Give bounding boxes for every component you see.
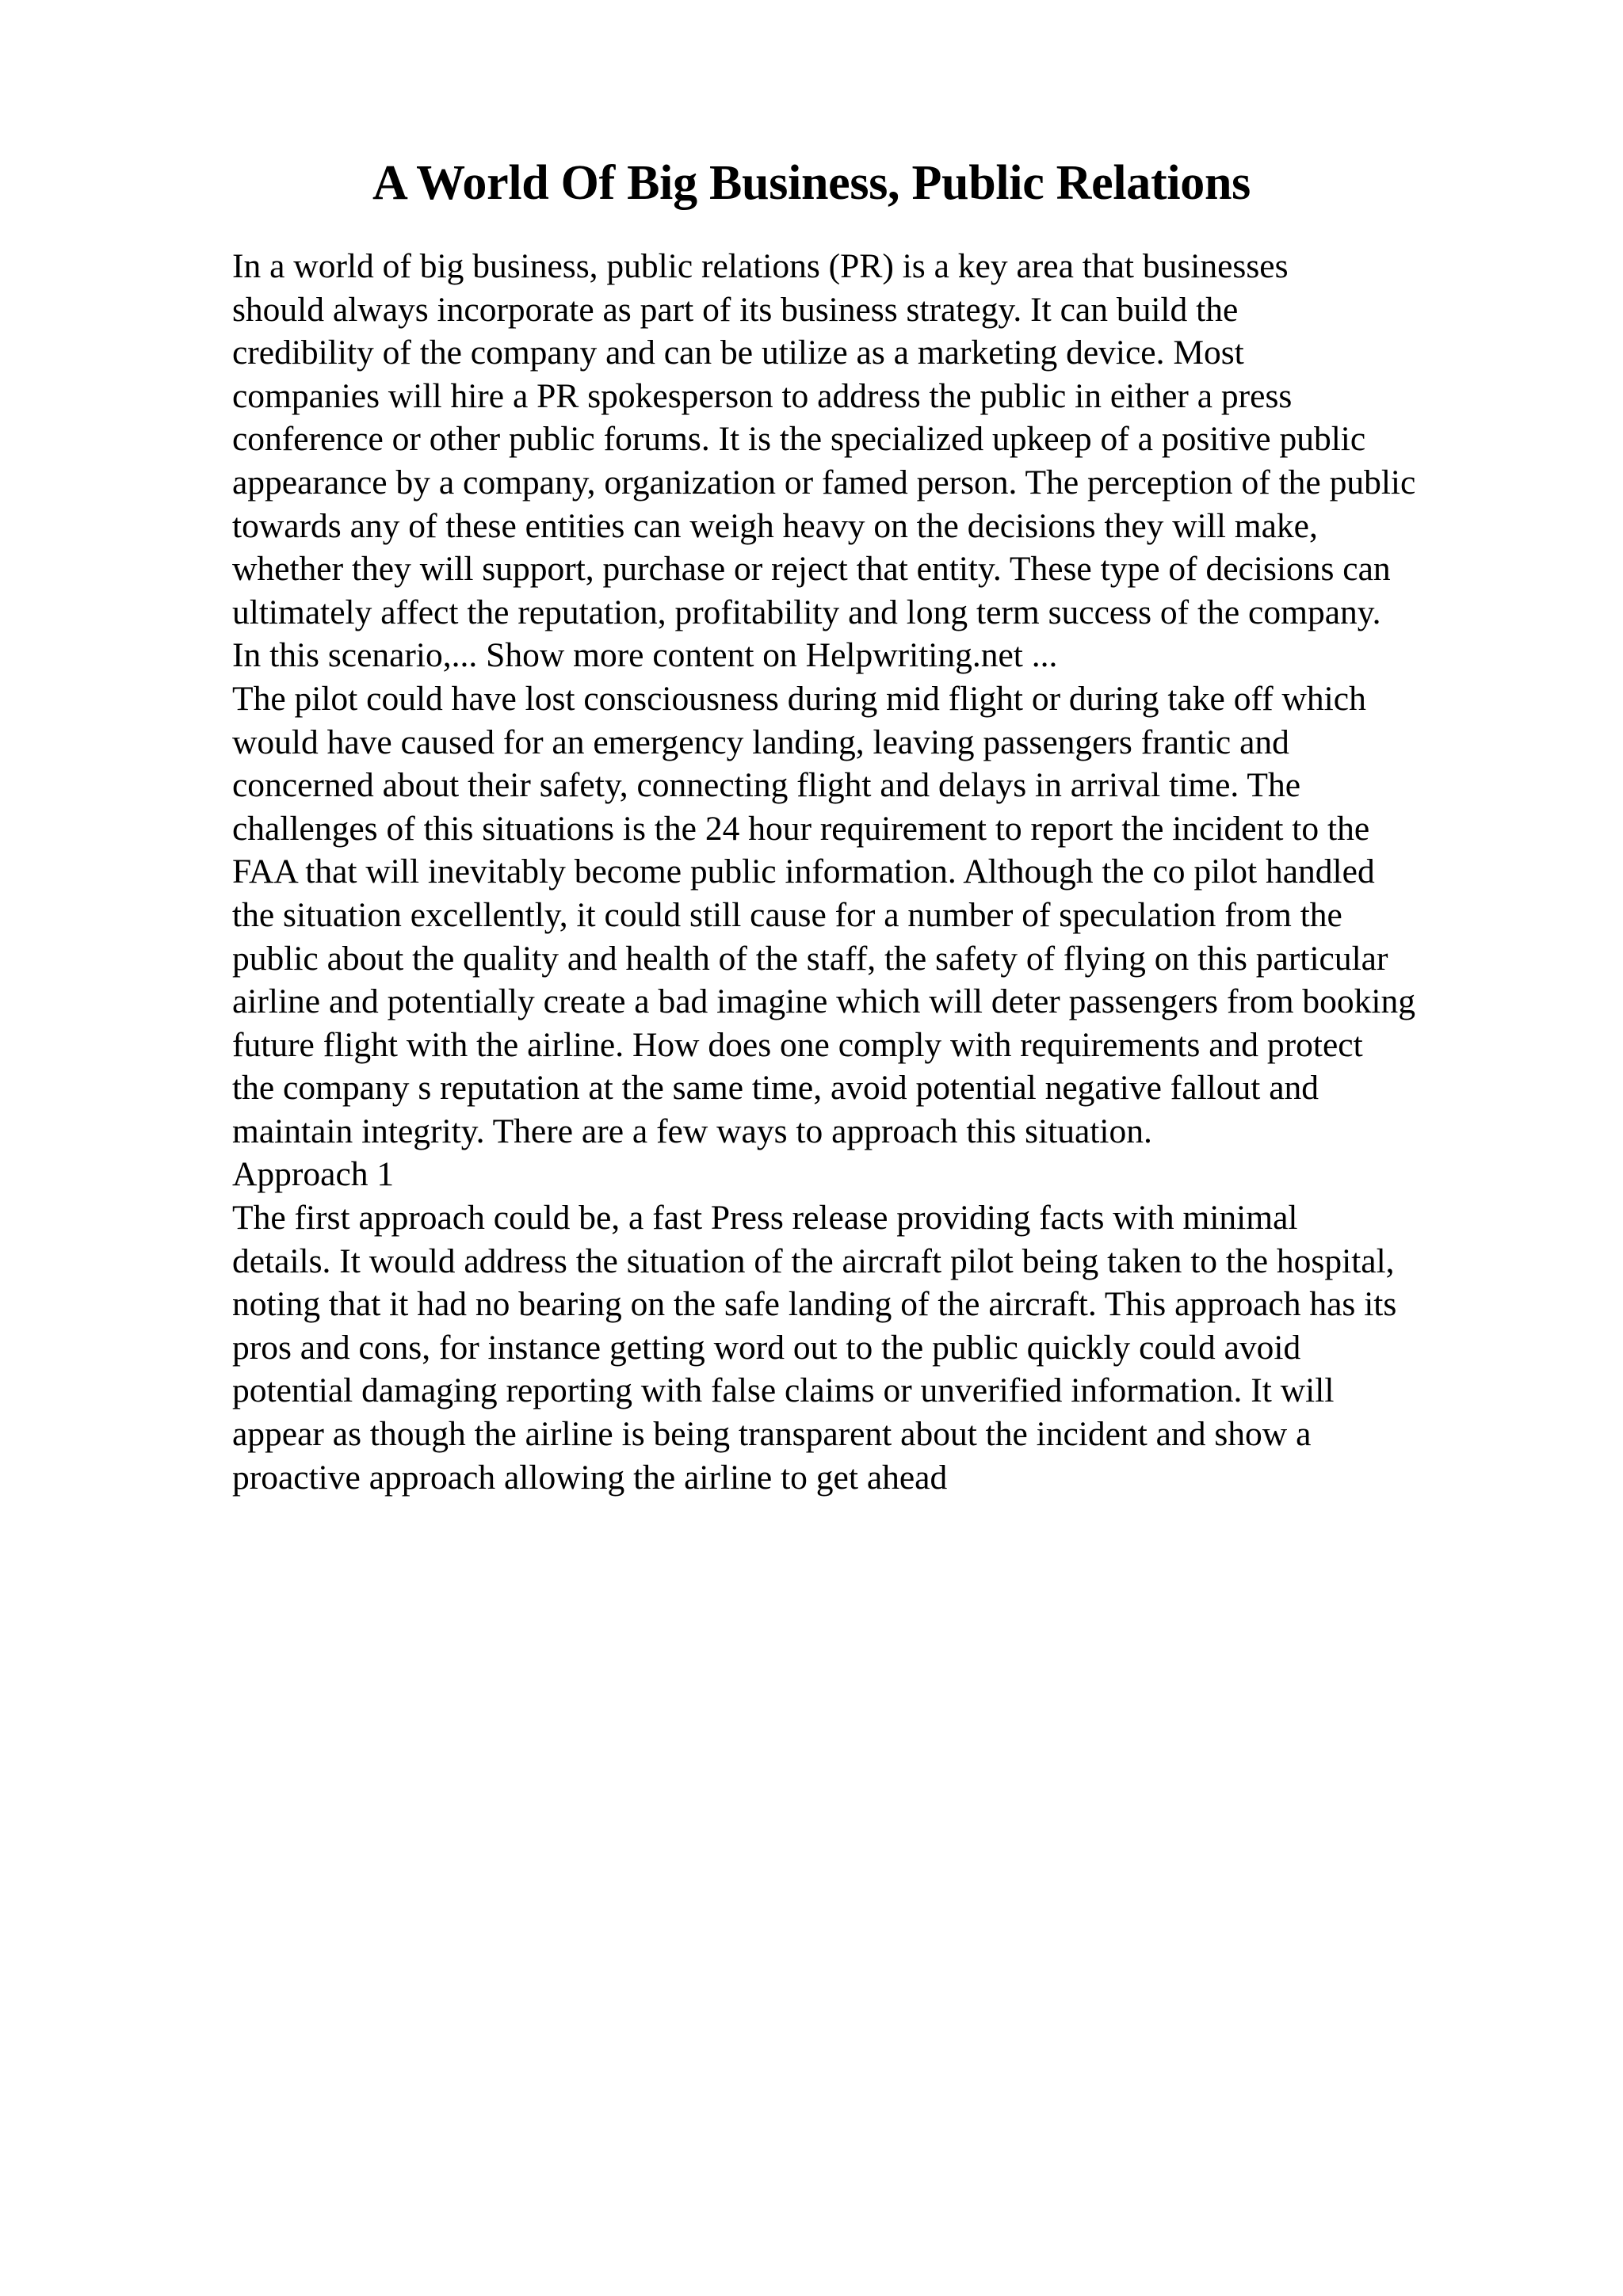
body-line: towards any of these entities can weigh heavy on the decisions they will make, [232, 506, 1318, 545]
body-line: potential damaging reporting with false claims or unverified information. It will [232, 1371, 1335, 1410]
body-line: In this scenario,... Show more content on Helpwriting.net ... [232, 636, 1058, 675]
body-line: The pilot could have lost consciousness during mid flight or during take off which [232, 679, 1366, 718]
body-line: whether they will support, purchase or reject that entity. These type of decisions can [232, 550, 1391, 589]
body-line: the situation excellently, it could still cause for a number of speculation from the [232, 895, 1342, 934]
document-title: A World Of Big Business, Public Relations [372, 156, 1251, 210]
document-body [232, 245, 1532, 1499]
body-line: credibility of the company and can be utilize as a marketing device. Most [232, 334, 1244, 372]
body-line: airline and potentially create a bad imagine which will deter passengers from booking [232, 982, 1415, 1021]
body-line: public about the quality and health of the staff, the safety of flying on this particular [232, 939, 1388, 978]
body-line: noting that it had no bearing on the safe landing of the aircraft. This approach has its [232, 1285, 1397, 1324]
body-line: conference or other public forums. It is the specialized upkeep of a positive public [232, 420, 1366, 459]
body-line: details. It would address the situation of the aircraft pilot being taken to the hospital, [232, 1241, 1395, 1280]
body-line: pros and cons, for instance getting word out to the public quickly could avoid [232, 1328, 1301, 1367]
body-line: the company s reputation at the same time, avoid potential negative fallout and [232, 1069, 1319, 1108]
body-line: FAA that will inevitably become public information. Although the co pilot handled [232, 852, 1375, 891]
body-line: concerned about their safety, connecting flight and delays in arrival time. The [232, 766, 1301, 805]
body-line: proactive approach allowing the airline to get ahead [232, 1458, 948, 1497]
body-line: would have caused for an emergency landing, leaving passengers frantic and [232, 723, 1289, 761]
body-line: maintain integrity. There are a few ways to approach this situation. [232, 1112, 1152, 1150]
section-heading-approach: Approach 1 [232, 1155, 395, 1194]
body-line: appearance by a company, organization or famed person. The perception of the public [232, 463, 1416, 502]
body-line: challenges of this situations is the 24 hour requirement to report the incident to the [232, 809, 1370, 848]
body-line: The first approach could be, a fast Press release providing facts with minimal [232, 1199, 1298, 1238]
body-line: appear as though the airline is being transparent about the incident and show a [232, 1415, 1312, 1454]
body-line: future flight with the airline. How does one comply with requirements and protect [232, 1025, 1363, 1064]
body-line: should always incorporate as part of its business strategy. It can build the [232, 290, 1239, 329]
body-line: In a world of big business, public relations (PR) is a key area that businesses [232, 247, 1289, 285]
body-line: companies will hire a PR spokesperson to address the public in either a press [232, 376, 1293, 415]
body-line: ultimately affect the reputation, profitability and long term success of the company. [232, 593, 1381, 631]
